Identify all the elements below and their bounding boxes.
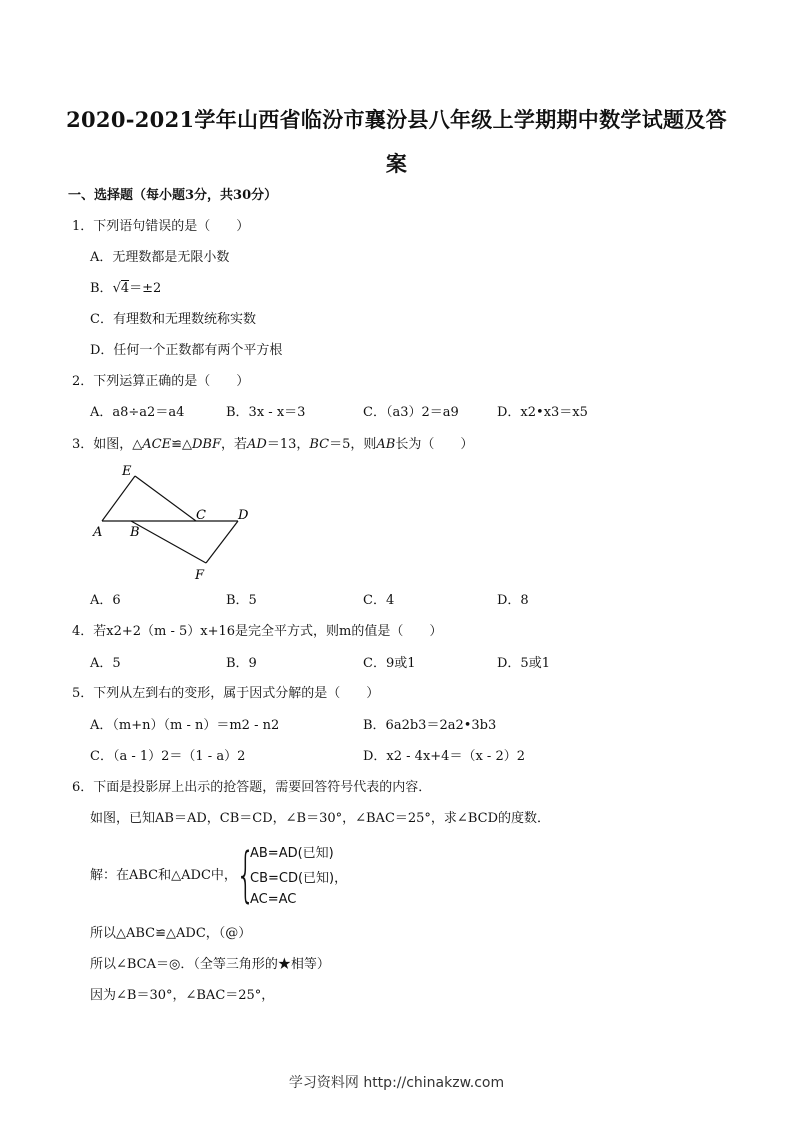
q3-stem-part: ，若 (221, 437, 248, 452)
label-e: E (122, 464, 132, 479)
q3-option-c: C．4 (363, 593, 395, 608)
q3-stem-ad: AD (247, 437, 267, 452)
q5-option-b: B．6a2b3＝2a2•3b3 (363, 718, 497, 733)
q1-option-a: A．无理数都是无限小数 (90, 250, 230, 265)
label-a: A (93, 525, 103, 540)
q3-stem-ace: ACE (142, 437, 172, 452)
q3-stem-part: ＝5，则 (329, 437, 377, 452)
q6-stem: 6．下面是投影屏上出示的抢答题，需要回答符号代表的内容． (72, 780, 432, 795)
q3-stem-part: 3．如图，△ (72, 437, 143, 452)
label-f: F (195, 568, 205, 583)
title-line-2: 案 (385, 151, 408, 176)
q3-option-b: B．5 (226, 593, 257, 608)
footer-watermark: 学习资料网 http://chinakzw.com (288, 1075, 505, 1091)
equation-system (236, 840, 376, 912)
q1-option-c: C．有理数和无理数统称实数 (90, 312, 256, 327)
segment-ae (102, 476, 135, 521)
q2-stem: 2．下列运算正确的是（ ） (72, 374, 250, 389)
q1-stem: 1．下列语句错误的是（ ） (72, 219, 250, 234)
system-line-1: AB=AD(已知) (250, 846, 334, 861)
q3-stem-part: ≌△ (171, 437, 192, 452)
label-c: C (196, 508, 206, 523)
system-line-2-comma: ， (334, 871, 348, 886)
title-line-1: 2020-2021学年山西省临汾市襄汾县八年级上学期期中数学试题及答 (66, 107, 727, 132)
q4-option-d: D．5或1 (497, 656, 550, 671)
q1-option-b-radicand: 4 (120, 281, 130, 296)
q2-option-b: B．3x - x＝3 (226, 405, 306, 420)
q4-option-a: A．5 (90, 656, 121, 671)
q3-figure (88, 458, 268, 588)
q2-option-d: D．x2•x3＝x5 (497, 405, 588, 420)
segment-bf (131, 521, 206, 563)
q3-stem-dbf: DBF (192, 437, 221, 452)
sqrt-icon: √ (112, 281, 121, 296)
segment-ec (135, 476, 196, 521)
label-d: D (238, 508, 249, 523)
q3-stem-part: 长为（ ） (395, 437, 474, 452)
q5-option-a: A．（m+n）（m - n）＝m2 - n2 (90, 718, 280, 733)
q2-option-a: A．a8÷a2＝a4 (90, 405, 185, 420)
q5-option-d: D．x2 - 4x+4＝（x - 2）2 (363, 749, 525, 764)
q1-option-b-prefix: B． (90, 281, 113, 296)
q6-bca-line: 所以∠BCA＝◎．（全等三角形的★相等） (90, 957, 330, 972)
q4-option-b: B．9 (226, 656, 257, 671)
left-brace-icon: { (236, 840, 256, 910)
q6-solution-prefix: 解：在ABC和△ADC中， (90, 868, 237, 883)
label-b: B (130, 525, 140, 540)
system-line-2-text: CB=CD(已知) (250, 871, 335, 886)
q2-option-c: C．（a3）2＝a9 (363, 405, 459, 420)
q5-stem: 5．下列从左到右的变形，属于因式分解的是（ ） (72, 686, 380, 701)
q3-option-d: D．8 (497, 593, 529, 608)
q1-option-b-suffix: ＝±2 (129, 281, 162, 296)
q5-option-c: C．（a - 1）2＝（1 - a）2 (90, 749, 246, 764)
segment-df (206, 521, 238, 563)
q3-option-a: A．6 (90, 593, 121, 608)
q1-option-b (90, 281, 161, 297)
q4-stem: 4．若x2+2（m - 5）x+16是完全平方式，则m的值是（ ） (72, 624, 443, 639)
q3-stem-bc: BC (309, 437, 330, 452)
q1-option-d: D．任何一个正数都有两个平方根 (90, 343, 283, 358)
q6-given: 如图，已知AB＝AD，CB＝CD，∠B＝30°，∠BAC＝25°，求∠BCD的度数． (90, 811, 550, 826)
q6-congruent-line: 所以△ABC≌△ADC，（@） (90, 926, 252, 941)
section-heading: 一、选择题（每小题3分，共30分） (68, 188, 278, 203)
system-line-2 (250, 867, 347, 886)
q6-because-line: 因为∠B＝30°，∠BAC＝25°， (90, 988, 275, 1003)
q3-stem (72, 437, 473, 453)
q3-stem-ab: AB (376, 437, 396, 452)
q4-option-c: C．9或1 (363, 656, 416, 671)
system-line-3: AC=AC (250, 892, 297, 907)
q3-stem-part: ＝13， (266, 437, 310, 452)
